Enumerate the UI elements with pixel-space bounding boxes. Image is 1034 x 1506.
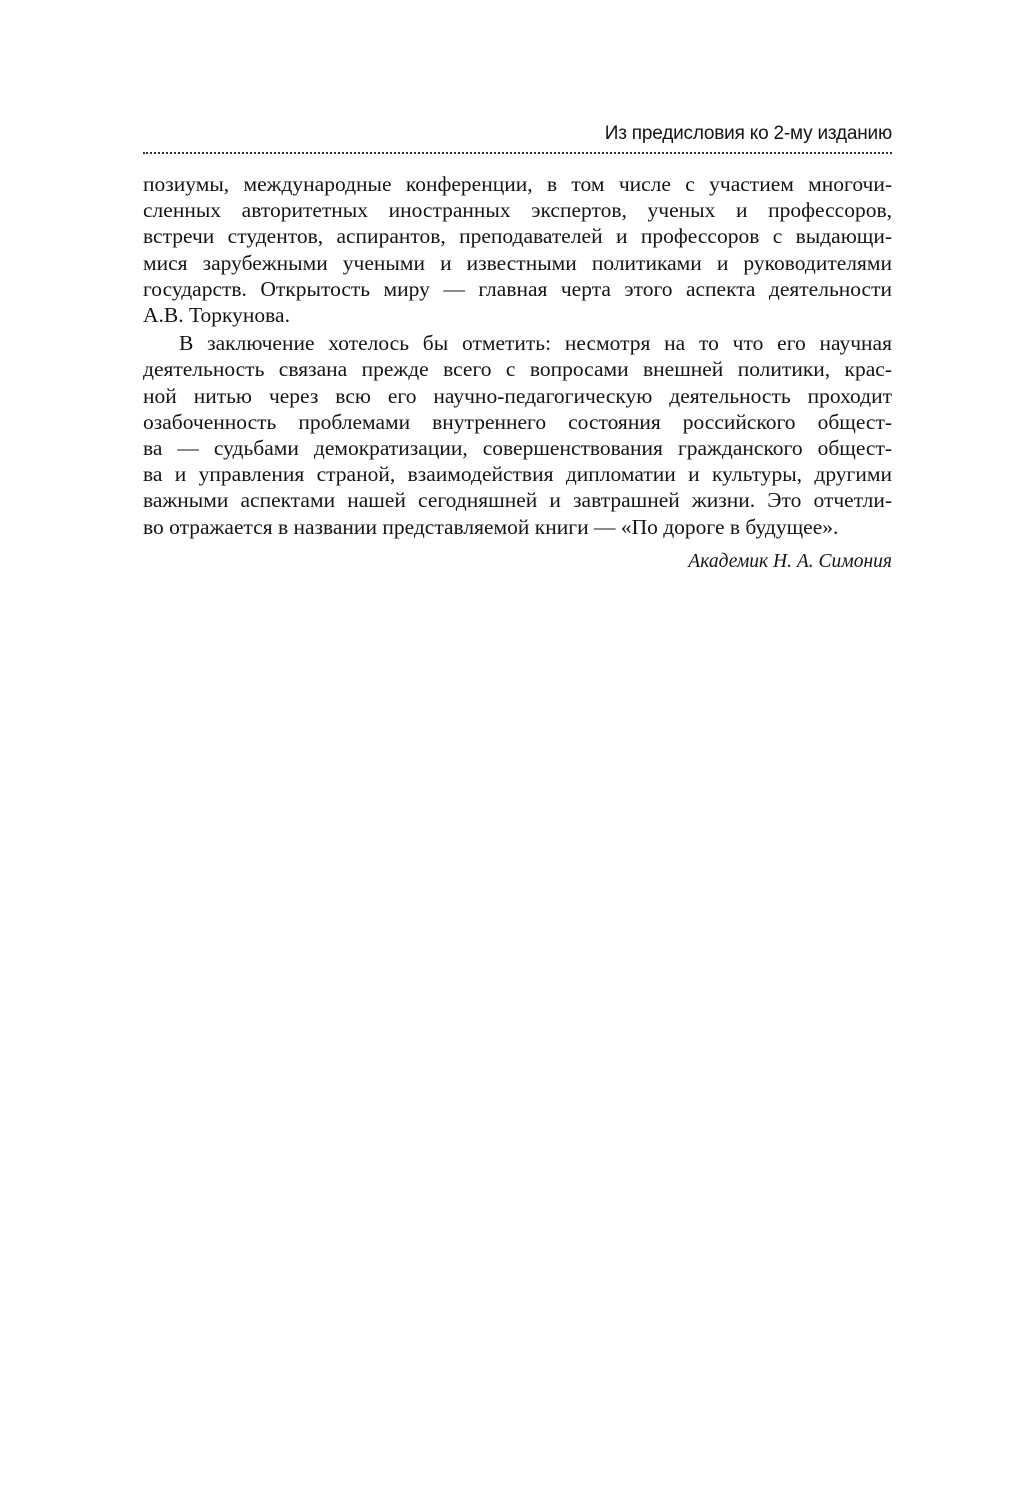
text-line: важными аспектами нашей сегодняшней и завтрашней жизни. Это отчетли- — [143, 488, 892, 513]
text-line: встречи студентов, аспирантов, преподавателей и профессоров с выдающи- — [143, 224, 892, 249]
text-line: деятельность связана прежде всего с вопросами внешней политики, крас- — [143, 357, 892, 382]
text-line: сленных авторитетных иностранных экспертов, ученых и профессоров, — [143, 198, 892, 223]
text-line: позиумы, международные конференции, в том числе с участием многочи- — [143, 172, 892, 196]
header-dotted-rule — [143, 152, 892, 154]
text-line: мися зарубежными учеными и известными политиками и руководителями — [143, 250, 892, 275]
text-line: А.В. Торкунова. — [143, 303, 290, 328]
paragraph-2 — [143, 330, 892, 540]
text-line: государств. Открытость миру — главная черта этого аспекта деятельности — [143, 276, 892, 301]
author-signature: Академик Н. А. Симония — [688, 551, 892, 572]
page-body — [143, 171, 892, 540]
text-line: ной нитью через всю его научно-педагогическую деятельность проходит — [143, 383, 892, 408]
text-line: В заключение хотелось бы отметить: несмотря на то что его научная — [179, 331, 892, 356]
paragraph-1 — [143, 171, 892, 328]
running-header: Из предисловия ко 2-му изданию — [604, 123, 892, 144]
text-line: ва и управления страной, взаимодействия дипломатии и культуры, другими — [143, 462, 892, 487]
text-line: ва — судьбами демократизации, совершенствования гражданского общест- — [143, 436, 892, 461]
text-line: во отражается в названии представляемой книги — «По дороге в будущее». — [143, 514, 839, 539]
text-line: озабоченность проблемами внутреннего состояния российского общест- — [143, 409, 892, 434]
